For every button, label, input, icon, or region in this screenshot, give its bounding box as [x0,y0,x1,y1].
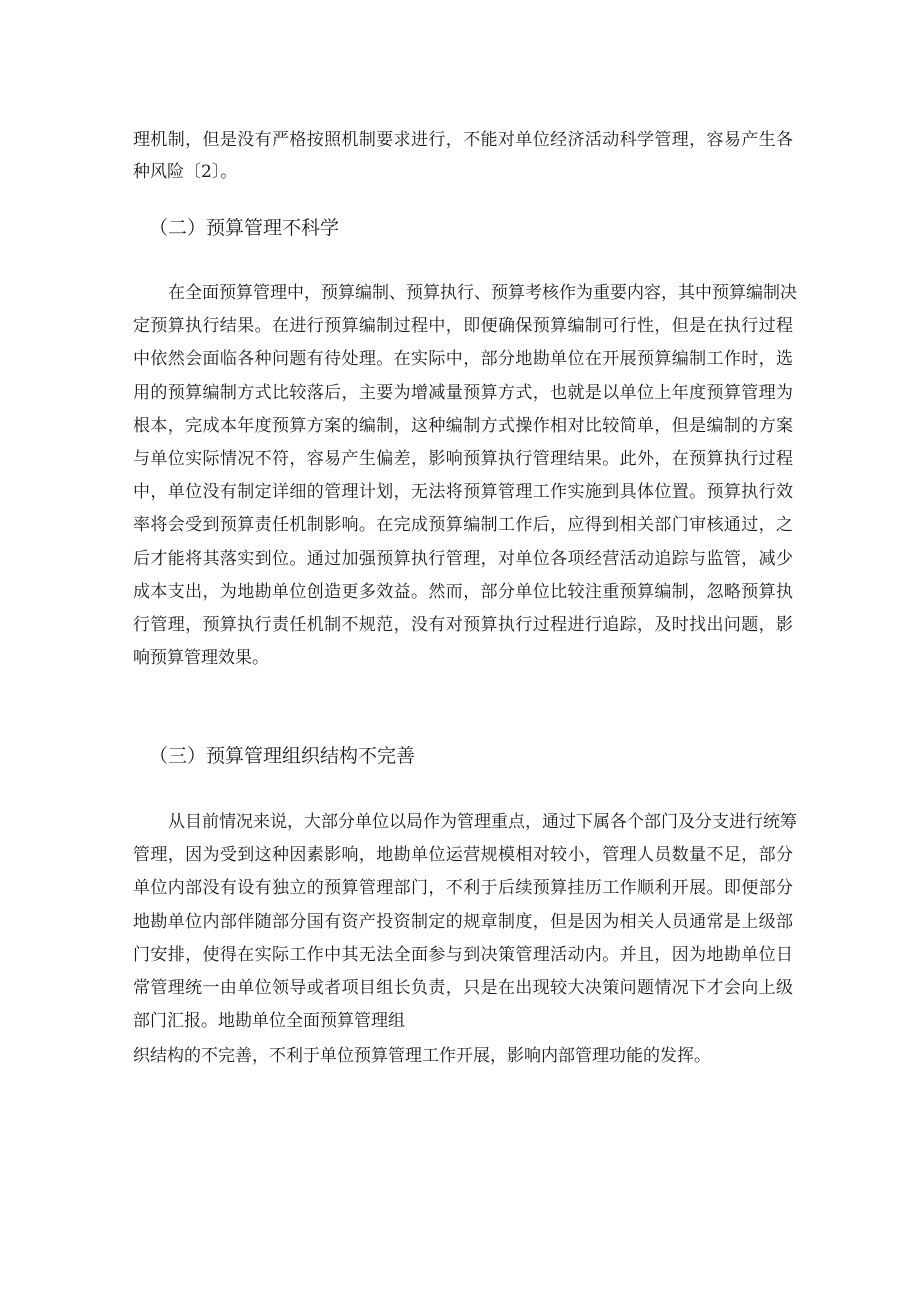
paragraph-line: 门安排，使得在实际工作中其无法全面参与到决策管理活动内。并且，因为地勘单位日 [133,945,793,965]
paragraph-line: 行管理，预算执行责任机制不规范，没有对预算执行过程进行追踪，及时找出问题，影 [133,615,793,635]
paragraph-line: 织结构的不完善，不利于单位预算管理工作开展，影响内部管理功能的发挥。 [133,1046,711,1066]
section-heading: （三）预算管理组织结构不完善 [149,745,416,767]
paragraph-line: 后才能将其落实到位。通过加强预算执行管理，对单位各项经营活动追踪与监管，减少 [133,549,793,569]
paragraph-line: 种风险〔2〕。 [133,162,238,182]
paragraph-line: 用的预算编制方式比较落后，主要为增减量预算方式，也就是以单位上年度预算管理为 [133,383,793,403]
paragraph-line: 地勘单位内部伴随部分国有资产投资制定的规章制度，但是因为相关人员通常是上级部 [133,912,793,932]
paragraph-line: 理机制，但是没有严格按照机制要求进行，不能对单位经济活动科学管理，容易产生各 [133,130,793,150]
paragraph-line: 在全面预算管理中，预算编制、预算执行、预算考核作为重要内容，其中预算编制决 [168,283,797,303]
paragraph-line: 根本，完成本年度预算方案的编制，这种编制方式操作相对比较简单，但是编制的方案 [133,416,793,436]
paragraph-line: 单位内部没有设有独立的预算管理部门，不利于后续预算挂历工作顺利开展。即便部分 [133,878,793,898]
paragraph-line: 与单位实际情况不符，容易产生偏差，影响预算执行管理结果。此外，在预算执行过程 [133,449,793,469]
section-heading: （二）预算管理不科学 [149,217,340,239]
paragraph-line: 部门汇报。地勘单位全面预算管理组 [133,1011,405,1031]
paragraph-line: 常管理统一由单位领导或者项目组长负责，只是在出现较大决策问题情况下才会向上级 [133,978,793,998]
paragraph-line: 中依然会面临各种问题有待处理。在实际中，部分地勘单位在开展预算编制工作时，选 [133,349,793,369]
paragraph-line: 率将会受到预算责任机制影响。在完成预算编制工作后，应得到相关部门审核通过，之 [133,515,793,535]
paragraph-line: 成本支出，为地勘单位创造更多效益。然而，部分单位比较注重预算编制，忽略预算执 [133,582,793,602]
paragraph-line: 中，单位没有制定详细的管理计划，无法将预算管理工作实施到具体位置。预算执行效 [133,482,793,502]
paragraph-line: 管理，因为受到这种因素影响，地勘单位运营规模相对较小，管理人员数量不足，部分 [133,845,793,865]
paragraph-line: 从目前情况来说，大部分单位以局作为管理重点，通过下属各个部门及分支进行统筹 [168,812,797,832]
paragraph-line: 响预算管理效果。 [133,648,269,668]
paragraph-line: 定预算执行结果。在进行预算编制过程中，即便确保预算编制可行性，但是在执行过程 [133,316,793,336]
